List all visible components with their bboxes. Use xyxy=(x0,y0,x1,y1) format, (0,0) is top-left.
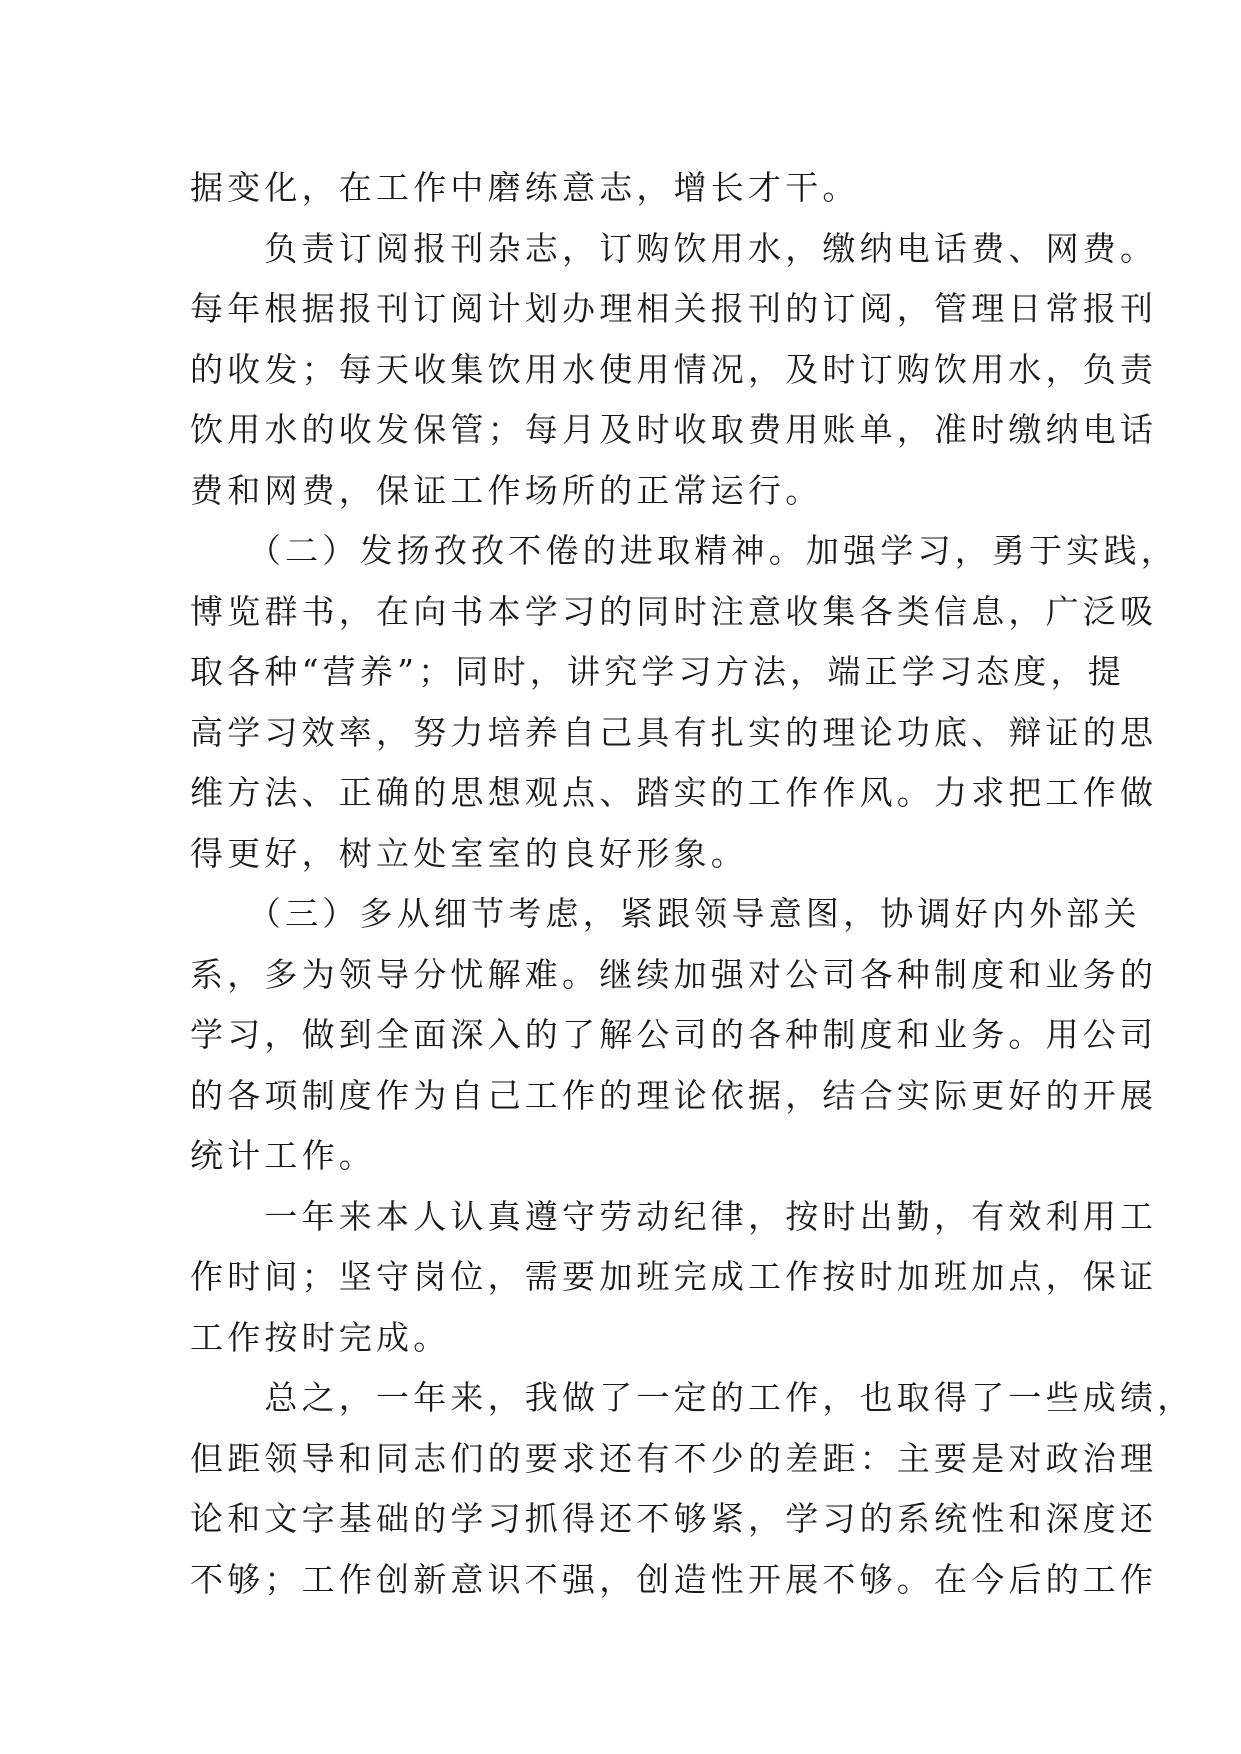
text-line: 系，多为领导分忧解难。继续加强对公司各种制度和业务的 xyxy=(190,954,1158,994)
text-line: 高学习效率，努力培养自己具有扎实的理论功底、辩证的思 xyxy=(190,712,1158,752)
text-line: 得更好，树立处室室的良好形象。 xyxy=(190,833,748,873)
text-line: 不够；工作创新意识不强，创造性开展不够。在今后的工作 xyxy=(190,1559,1158,1599)
text-line: 统计工作。 xyxy=(190,1136,376,1175)
text-line: 的各项制度作为自己工作的理论依据，结合实际更好的开展 xyxy=(190,1075,1158,1115)
text-line: 学习，做到全面深入的了解公司的各种制度和业务。用公司 xyxy=(190,1015,1158,1054)
text-line: 维方法、正确的思想观点、踏实的工作作风。力求把工作做 xyxy=(190,773,1158,812)
text-line: 饮用水的收发保管；每月及时收取费用账单，准时缴纳电话 xyxy=(190,410,1158,449)
text-line: 博览群书，在向书本学习的同时注意收集各类信息，广泛吸 xyxy=(190,591,1158,631)
text-line: 但距领导和同志们的要求还有不少的差距：主要是对政治理 xyxy=(190,1438,1158,1478)
text-line: （三）多从细节考虑，紧跟领导意图，协调好内外部关 xyxy=(190,894,1141,933)
text-line: 负责订阅报刊杂志，订购饮用水，缴纳电话费、网费。 xyxy=(190,228,1158,268)
text-line: 工作按时完成。 xyxy=(190,1317,451,1357)
text-line: 一年来本人认真遵守劳动纪律，按时出勤，有效利用工 xyxy=(190,1196,1158,1236)
text-line: 费和网费，保证工作场所的正常运行。 xyxy=(190,470,823,510)
text-line: 作时间；坚守岗位，需要加班完成工作按时加班加点，保证 xyxy=(190,1257,1158,1296)
text-line: 的收发；每天收集饮用水使用情况，及时订购饮用水，负责 xyxy=(190,349,1158,389)
document-body xyxy=(190,158,1195,1610)
text-line: 论和文字基础的学习抓得还不够紧，学习的系统性和深度还 xyxy=(190,1499,1158,1538)
text-line: 总之，一年来，我做了一定的工作，也取得了一些成绩， xyxy=(190,1378,1195,1417)
text-line: 每年根据报刊订阅计划办理相关报刊的订阅，管理日常报刊 xyxy=(190,289,1158,328)
text-line: （二）发扬孜孜不倦的进取精神。加强学习，勇于实践， xyxy=(190,531,1178,570)
text-line: 取各种“营养”；同时，讲究学习方法，端正学习态度，提 xyxy=(190,652,1125,691)
text-line: 据变化，在工作中磨练意志，增长才干。 xyxy=(190,168,860,207)
